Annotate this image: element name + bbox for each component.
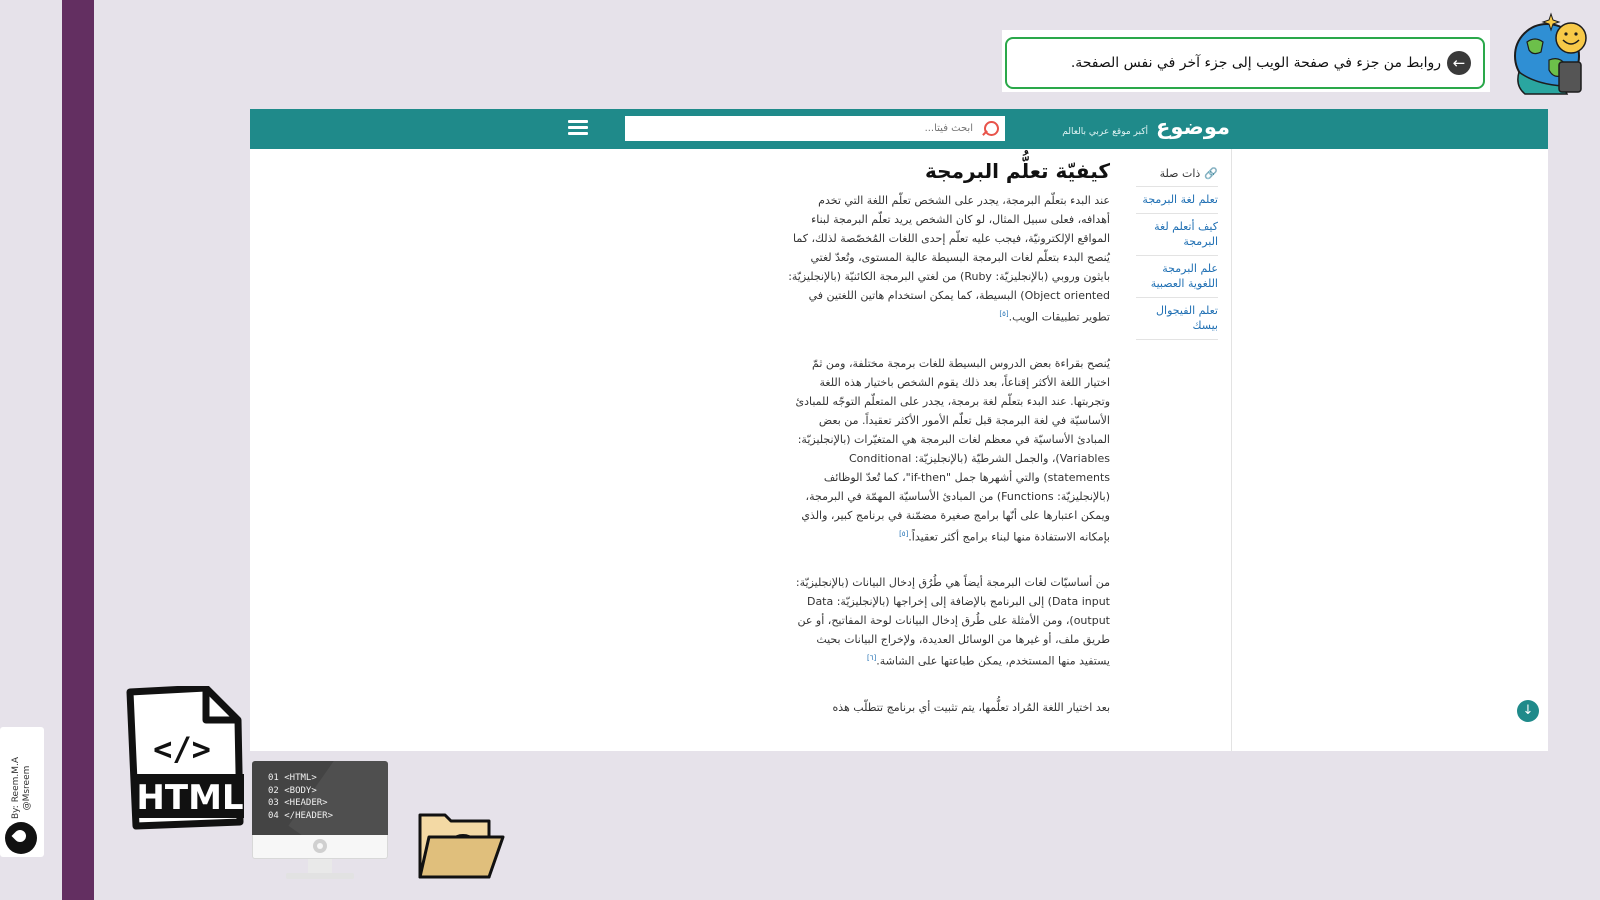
monitor-stand	[308, 859, 332, 873]
monitor-bezel	[252, 835, 388, 859]
brand-name: موضوع	[1156, 115, 1230, 139]
related-heading-text: ذات صلة	[1159, 167, 1201, 180]
hamburger-menu-icon[interactable]	[568, 120, 588, 136]
site-header	[250, 109, 1548, 149]
brand-tagline: أكبر موقع عربي بالعالم	[1062, 127, 1149, 137]
article-paragraph: بعد اختيار اللغة المُراد تعلُّمها، يتم تثبيت أي برنامج تتطلّب هذه	[832, 700, 1110, 714]
related-link[interactable]: علم البرمجة اللغوية العصبية	[1136, 256, 1218, 298]
related-sidebar	[1136, 167, 1218, 340]
site-logo[interactable]	[1062, 115, 1230, 139]
related-link[interactable]: كيف أتعلم لغة البرمجة	[1136, 214, 1218, 256]
related-link[interactable]: تعلم الفيجوال بيسك	[1136, 298, 1218, 340]
author-logo-icon	[5, 822, 37, 854]
arrow-left-circle-icon: ←	[1447, 51, 1471, 75]
arrow-down-circle-icon[interactable]: ↓	[1517, 700, 1539, 722]
callout-text: روابط من جزء في صفحة الويب إلى جزء آخر في نفس الصفحة.	[1070, 55, 1441, 71]
article-title: كيفيّة تعلُّم البرمجة	[925, 159, 1110, 183]
link-icon: 🔗	[1204, 167, 1218, 180]
reference-link[interactable]: [٥]	[899, 529, 909, 538]
article-paragraph: من أساسيّات لغات البرمجة أيضاً هي طُرُق إدخال البيانات (بالإنجليزيّة: Data input) إلى البرنامج بالإضافة إلى إخراجها (بالإنجليزيّة: Data output)، ومن الأمثلة على طُرق إدخال البيانات لوحة المفاتيح، أو عن طريق ملف، أو غيرها من الوسائل العديدة، ولإخراج البيانات بحيث يستفيد منها المستخدم، يمكن طباعتها على الشاشة.[٦]	[795, 576, 1110, 668]
globe-character-icon	[1505, 12, 1595, 96]
article-body	[785, 159, 1110, 744]
website-window	[250, 109, 1548, 751]
credit-text	[11, 742, 33, 834]
reference-link[interactable]: [٦]	[867, 654, 877, 663]
power-button-icon	[313, 839, 327, 853]
left-purple-rail	[62, 0, 94, 900]
monitor-stand-base	[286, 873, 354, 879]
html-label: HTML	[136, 778, 244, 818]
search-bar	[625, 116, 1005, 141]
related-link[interactable]: تعلم لغة البرمجة	[1136, 187, 1218, 214]
credit-line-1: By: Reem.M.A	[11, 756, 21, 820]
search-icon[interactable]	[981, 120, 999, 138]
callout-card	[1002, 30, 1490, 92]
code-lines: 01 <HTML> 02 <BODY> 03 <HEADER> 04 </HEADER>	[268, 773, 334, 821]
article-paragraph: يُنصح بقراءة بعض الدروس البسيطة للغات برمجة مختلفة، ومن ثمّ اختيار اللغة الأكثر إقناعاً، بعد ذلك يقوم الشخص باختيار هذه اللغة وتجربتها. عند البدء بتعلّم لغة برمجة، يجدر على المتعلّم التوجّه للمبادئ الأساسيّة في لغة البرمجة قبل تعلّم الأمور الأكثر تعقيداً. من بعض المبادئ الأساسيّة في معظم لغات البرمجة هي المتغيّرات (بالإنجليزيّة: Variables)، والجمل الشرطيّة (بالإنجليزيّة: Conditional statements) والتي أشهرها جمل "if-then"، كما تُعدّ الوظائف (بالإنجليزيّة: Functions) من المبادئ الأساسيّة المهمّة في البرمجة، ويمكن اعتبارها على أنّها برامج صغيرة مضمّنة في برنامج كبير، والذي بإمكانه الاستفادة منها لبناء برامج أكثر تعقيداً.[٥]	[795, 356, 1110, 544]
sidebar-divider	[1231, 149, 1232, 751]
search-input[interactable]	[643, 123, 973, 134]
article-paragraph: عند البدء بتعلّم البرمجة، يجدر على الشخص تعلّم اللغة التي تخدم أهدافه، فعلى سبيل المثال، لو كان الشخص يريد تعلّم البرمجة لبناء المواقع الإلكترونيّة، فيجب عليه تعلّم إحدى اللغات المُخصّصة لذلك، كما يُنصح البدء بتعلّم لغات البرمجة البسيطة عالية المستوى، وتُعدّ لغتي بايثون وروبي (بالإنجليزيّة: Ruby) من لغتي البرمجة الكائنيّة (بالإنجليزيّة: Object oriented) البسيطة، كما يمكن استخدام هاتين اللغتين في تطوير تطبيقات الويب.[٥]	[788, 194, 1110, 324]
html-file-icon	[122, 686, 244, 832]
monitor-screen	[252, 761, 388, 835]
monitor-code-illustration	[252, 761, 388, 885]
reference-link[interactable]: [٥]	[999, 310, 1009, 318]
callout-box	[1005, 37, 1485, 89]
related-heading	[1136, 167, 1218, 187]
folder-globe-icon	[417, 807, 505, 883]
author-credit	[0, 727, 44, 857]
html-glyph: </>	[153, 730, 211, 768]
credit-line-2: @Msreem	[22, 765, 32, 811]
